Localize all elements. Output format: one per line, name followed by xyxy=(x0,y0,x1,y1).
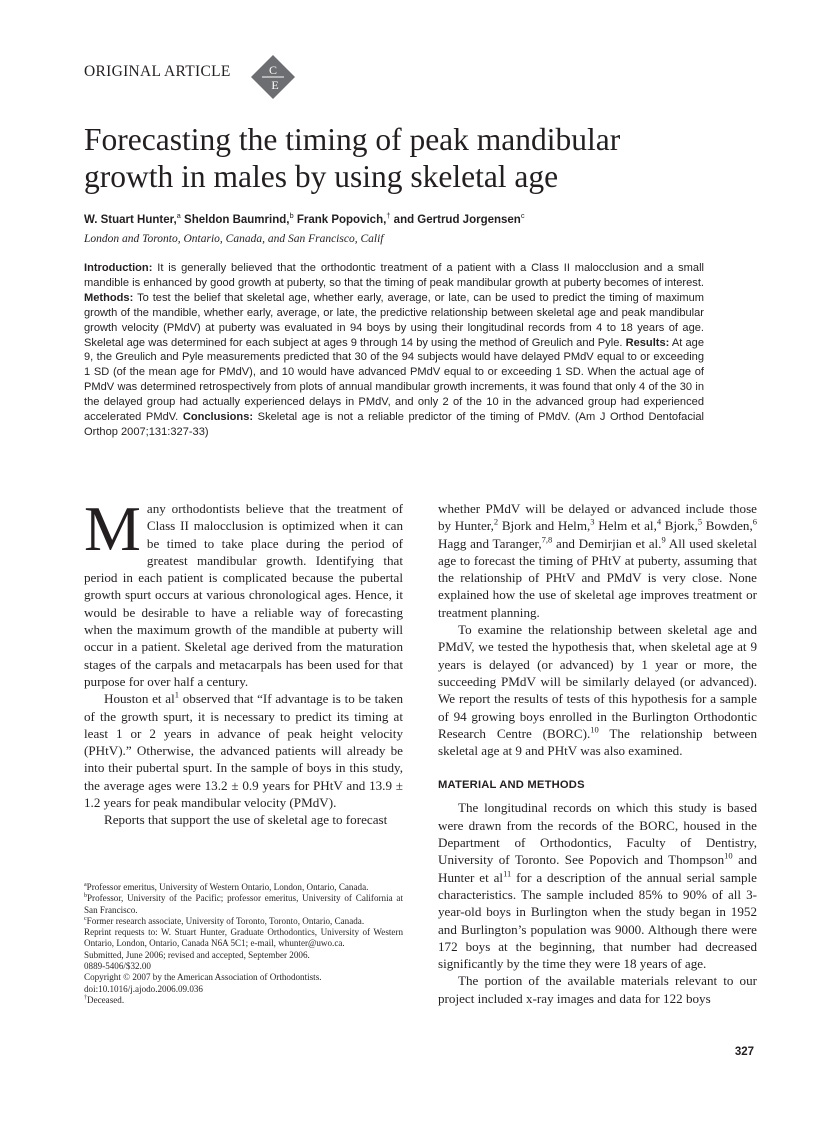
citation-mark: 11 xyxy=(503,868,512,879)
issn: 0889-5406/$32.00 xyxy=(84,961,151,972)
paragraph-text: The portion of the available materials relevant to our project included x-ray images and data for 122 boys xyxy=(438,973,757,1006)
author-4: and Gertrud Jorgensen xyxy=(393,214,521,226)
body-paragraph xyxy=(438,500,757,621)
citation-mark: 1 xyxy=(174,689,179,700)
footnote-mark: c xyxy=(84,915,87,922)
section-heading: MATERIAL AND METHODS xyxy=(438,779,585,792)
reprint-requests: Reprint requests to: W. Stuart Hunter, Graduate Orthodontics, University of Western Ontario, London, Ontario, Canada N6A 5C1; e-mail, whunter@uwo.ca. xyxy=(84,927,403,949)
paragraph-text: Bjork, xyxy=(661,518,698,534)
author-3: Frank Popovich, xyxy=(296,214,387,226)
abstract-methods-text: To test the belief that skeletal age, whether early, average, or late, can be used to predict the timing of maximum growth of the mandible, whether early, average, or late, the predictive relationship between skeletal age and peak mandibular growth velocity (PMdV) at puberty was evaluated in 94 boys by using their longitudinal records from 4 to 18 years of age. Skeletal age was determined for each subject at ages 9 through 14 by using the method of Greulich and Pyle. xyxy=(84,291,705,349)
author-list xyxy=(84,211,764,226)
author-3-mark: † xyxy=(386,211,391,221)
paragraph-text: and Demirjian et al. xyxy=(552,535,662,551)
footnote xyxy=(84,893,403,916)
citation-mark: 3 xyxy=(590,516,595,527)
affiliation: London and Toronto, Ontario, Canada, and San Francisco, Calif xyxy=(84,233,384,245)
ce-badge-icon xyxy=(250,54,296,100)
badge-letter-c: C xyxy=(268,63,278,77)
abstract-results-text: At age 9, the Greulich and Pyle measurements predicted that 30 of the 94 subjects would have delayed PMdV equal to or exceeding 1 SD (of the mean age for PMdV), and 10 would have advanced PMdV equal to or exceeding 1 SD. When the actual age of PMdV was determined retrospectively from plots of annual mandibular growth increments, it was found that only 4 of the 30 in the delayed group had actually experienced delays in PMdV, and only 2 of the 10 in the advanced group had experienced accelerated PMdV. xyxy=(84,336,704,424)
body-paragraph xyxy=(84,493,403,690)
paragraph-text: whether PMdV will be delayed or advanced include those by Hunter, xyxy=(438,501,757,534)
author-2-mark: b xyxy=(289,211,294,221)
citation-mark: 10 xyxy=(724,850,733,861)
abstract xyxy=(84,261,704,440)
abstract-intro-text: It is generally believed that the orthodontic treatment of a patient with a Class II malocclusion and a small mandible is enhanced by good growth at puberty, so that the timing of peak mandibular growth at puberty becomes of interest. xyxy=(84,262,704,289)
footnotes xyxy=(84,882,403,1006)
body-column-right xyxy=(438,500,757,1007)
paragraph-text: All used skeletal age to forecast the timing of PHtV at puberty, assuming that the relationship of PHtV and PMdV is very close. None explained how the use of skeletal age improves treatment or treatment planning. xyxy=(438,535,757,620)
footnote xyxy=(84,882,403,893)
author-1: W. Stuart Hunter, xyxy=(84,214,177,226)
footnote xyxy=(84,995,403,1006)
author-2: Sheldon Baumrind, xyxy=(184,214,290,226)
citation-mark: 4 xyxy=(656,516,662,527)
paragraph-text: Helm et al, xyxy=(594,518,657,534)
paragraph-text: Bowden, xyxy=(702,518,753,534)
footnote-text: Professor, University of the Pacific; professor emeritus, University of California at San Francisco. xyxy=(84,893,403,915)
paragraph-text: any orthodontists believe that the treatment of Class II malocclusion is optimized when it can be timed to take place during the period of greatest mandibular growth. Identifying that period in each patient is complicated because the pubertal growth spurt occurs at various chronological ages. Hence, it would be desirable to have a reliable way of forecasting when the maximum growth of the mandible at puberty will occur in a patient. Skeletal age derived from the maturation stages of the carpals and metacarpals has been used for that purpose for over half a century. xyxy=(84,501,403,689)
paragraph-text: The longitudinal records on which this study is based were drawn from the records of the BORC, housed in the Department of Orthodontics, Faculty of Dentistry, University of Toronto. See Popovich and Thompson xyxy=(438,800,757,868)
footnote-mark: a xyxy=(84,881,87,888)
paragraph-text: To examine the relationship between skeletal age and PMdV, we tested the hypothesis that, when skeletal age at 9 years is delayed (or advanced) by 1 year or more, the succeeding PMdV will be similarly delayed (or advanced). We report the results of tests of this hypothesis for a sample of 94 growing boys enrolled in the Burlington Orthodontic Research Centre (BORC). xyxy=(438,622,757,741)
citation-mark: 7,8 xyxy=(541,534,553,545)
article-header xyxy=(84,52,384,106)
footnote-text: Professor emeritus, University of Western Ontario, London, Ontario, Canada. xyxy=(86,882,369,892)
article-title xyxy=(84,121,764,195)
paragraph-text: Bjork and Helm, xyxy=(498,518,591,534)
paragraph-text: Reports that support the use of skeletal age to forecast xyxy=(104,812,388,828)
drop-cap: M xyxy=(84,493,141,564)
title-line-1: Forecasting the timing of peak mandibular xyxy=(84,122,621,157)
footnote-mark: † xyxy=(84,994,87,1001)
paragraph-text: The relationship between skeletal age at 9 and PHtV was also examined. xyxy=(438,725,757,759)
paragraph-text: Houston et al xyxy=(104,691,175,707)
abstract-methods-label: Methods: xyxy=(84,291,134,304)
paragraph-text: Hagg and Taranger, xyxy=(438,535,542,551)
paragraph-text: observed that “If advantage is to be taken of the growth spurt, it is necessary to predict its timing at least 1 or 2 years in advance of peak height velocity (PHtV).” Otherwise, the advanced patients will already be into their pubertal spurt. In the sample of boys in this study, the average ages were 13.2 ± 0.9 years for PHtV and 13.9 ± 1.2 years for peak mandibular velocity (PMdV). xyxy=(84,691,403,811)
citation-mark: 10 xyxy=(590,724,599,735)
doi: doi:10.1016/j.ajodo.2006.09.036 xyxy=(84,983,203,994)
paragraph-text: and Hunter et al xyxy=(438,852,757,885)
footnote-text: Deceased. xyxy=(87,994,125,1005)
citation-mark: 9 xyxy=(661,534,666,545)
page-number: 327 xyxy=(734,1046,754,1058)
abstract-intro-label: Introduction: xyxy=(84,262,153,274)
author-1-mark: a xyxy=(176,211,181,221)
paragraph-text: for a description of the annual serial sample characteristics. The sample included 85% to 90% of all 3-year-old boys in Burlington when the study began in 1952 and Burlington’s population was 9000. Although there were 172 boys at the beginning, that number had decreased significantly by the time they were 18 years of age. xyxy=(438,869,757,972)
title-line-2: growth in males by using skeletal age xyxy=(84,159,559,194)
badge-letter-e: E xyxy=(271,78,279,92)
abstract-conclusions-label: Conclusions: xyxy=(182,411,254,424)
footnote-mark: b xyxy=(84,893,87,900)
submission-dates: Submitted, June 2006; revised and accepted, September 2006. xyxy=(84,949,310,960)
citation-mark: 5 xyxy=(697,516,703,527)
body-paragraph xyxy=(438,972,757,1007)
body-column-left xyxy=(84,493,403,829)
body-paragraph xyxy=(438,621,757,759)
body-paragraph xyxy=(438,799,757,972)
citation-mark: 2 xyxy=(493,516,499,527)
author-4-mark: c xyxy=(520,211,525,221)
citation-mark: 6 xyxy=(752,516,757,527)
section-label: ORIGINAL ARTICLE xyxy=(84,63,231,80)
abstract-conclusions-text: Skeletal age is not a reliable predictor of the timing of PMdV. (Am J Orthod Dentofacial Orthop 2007;131:327-33) xyxy=(84,411,704,438)
body-paragraph xyxy=(84,690,403,811)
copyright: Copyright © 2007 by the American Association of Orthodontists. xyxy=(84,972,322,983)
abstract-results-label: Results: xyxy=(625,336,670,349)
footnote-text: Former research associate, University of Toronto, Toronto, Ontario, Canada. xyxy=(86,915,365,926)
footnote xyxy=(84,916,403,927)
body-paragraph xyxy=(84,811,403,828)
